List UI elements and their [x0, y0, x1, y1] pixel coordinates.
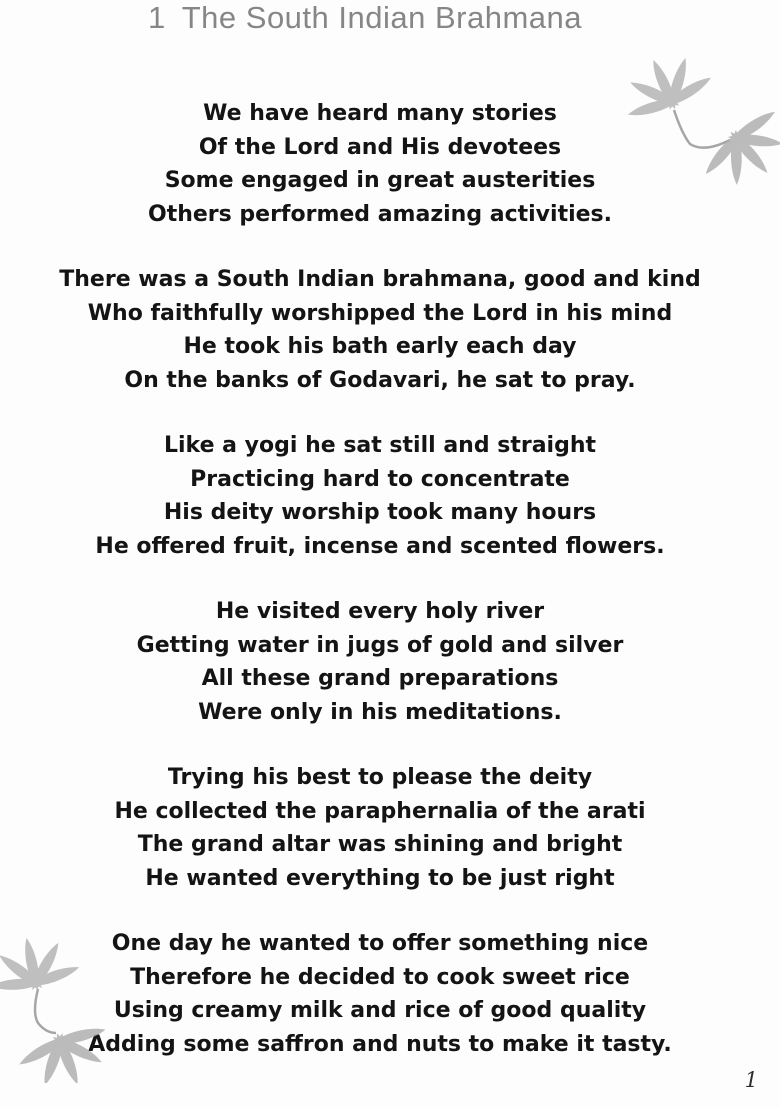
poem-line: All these grand preparations [201, 666, 559, 691]
poem-line: Trying his best to please the deity [167, 765, 593, 790]
poem-line: One day he wanted to offer something nice [111, 931, 649, 956]
poem-line: Of the Lord and His devotees [198, 134, 562, 160]
poem-line: He took his bath early each day [183, 334, 577, 359]
poem-line: Who faithfully worshipped the Lord in his mind [87, 300, 673, 326]
poem-line: Therefore he decided to cook sweet rice [130, 964, 630, 990]
chapter-title-text: The South Indian Brahmana [181, 0, 582, 35]
poem-line: He visited every holy river [215, 599, 545, 624]
poem-line: His deity worship took many hours [163, 500, 597, 525]
poem-line: Like a yogi he sat still and straight [163, 433, 597, 458]
poem-line: Using creamy milk and rice of good quality [113, 998, 647, 1023]
poem-line: Adding some saffron and nuts to make it tasty. [88, 1031, 672, 1057]
poem-line: Were only in his meditations. [198, 699, 562, 725]
poem-line: There was a South Indian brahmana, good and kind [59, 267, 701, 292]
poem-line: We have heard many stories [203, 101, 557, 126]
poem-line: The grand altar was shining and bright [137, 832, 623, 857]
stanza-5 [0, 761, 770, 895]
stanza-1 [0, 97, 770, 231]
poem-line: Getting water in jugs of gold and silver [136, 632, 624, 658]
poem-line: On the banks of Godavari, he sat to pray. [124, 367, 636, 393]
stanza-2 [0, 263, 770, 397]
poem-line: He collected the paraphernalia of the arati [114, 798, 646, 824]
chapter-title [0, 0, 755, 36]
chapter-number: 1 [147, 0, 166, 35]
poem-line: Some engaged in great austerities [164, 168, 596, 193]
poem-line: He offered fruit, incense and scented flowers. [95, 533, 665, 559]
stanza-4 [0, 595, 770, 729]
page-number: 1 [744, 1068, 758, 1092]
leaf-ornament-bottom-left-icon [0, 933, 139, 1083]
poem-line: He wanted everything to be just right [145, 865, 615, 891]
poem-line: Others performed amazing activities. [148, 201, 612, 227]
stanza-3 [0, 429, 770, 563]
poem-line: Practicing hard to concentrate [190, 466, 570, 492]
